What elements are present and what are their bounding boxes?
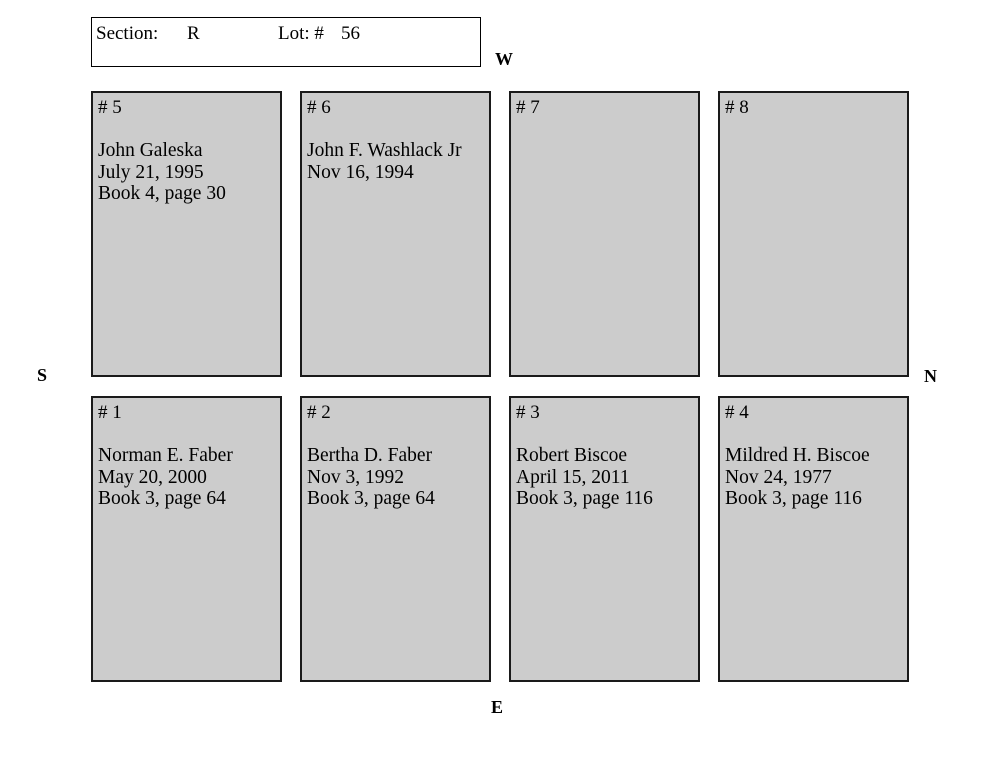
plot-name: Bertha D. Faber [307, 445, 433, 466]
plot-date: May 20, 2000 [98, 466, 207, 488]
plot-date: Nov 3, 1992 [307, 466, 404, 488]
plot-book: Book 3, page 116 [516, 488, 653, 509]
section-value: R [187, 23, 200, 44]
plot-name: Robert Biscoe [516, 445, 628, 466]
plot-number: # 8 [725, 97, 749, 118]
section-lot-header [91, 17, 481, 67]
plot-2 [300, 396, 491, 682]
plot-book: Book 4, page 30 [98, 183, 226, 204]
plot-1 [91, 396, 282, 682]
compass-west: W [495, 49, 513, 69]
compass-south: S [37, 365, 48, 385]
plot-date: Nov 24, 1977 [725, 466, 832, 488]
plot-name: John Galeska [98, 140, 203, 161]
plot-book: Book 3, page 116 [725, 488, 862, 509]
plot-book: Book 3, page 64 [98, 488, 226, 509]
plot-number: # 7 [516, 97, 540, 118]
lot-value: 56 [341, 23, 360, 44]
plot-number: # 5 [98, 97, 122, 118]
plot-4 [718, 396, 909, 682]
plot-number: # 2 [307, 402, 331, 423]
plot-name: Mildred H. Biscoe [725, 445, 870, 466]
plot-name: John F. Washlack Jr [307, 140, 462, 161]
plot-number: # 3 [516, 402, 540, 423]
plot-date: Nov 16, 1994 [307, 161, 414, 183]
compass-east: E [491, 697, 504, 717]
plot-5 [91, 91, 282, 377]
plot-book [307, 183, 462, 205]
plot-3 [509, 396, 700, 682]
plot-date: April 15, 2011 [516, 466, 630, 488]
plot-book: Book 3, page 64 [307, 488, 435, 509]
section-label: Section: [96, 23, 159, 44]
plot-6 [300, 91, 491, 377]
plot-number: # 6 [307, 97, 331, 118]
plot-7 [509, 91, 700, 377]
compass-north: N [924, 366, 937, 386]
plot-name: Norman E. Faber [98, 445, 233, 466]
plot-date: July 21, 1995 [98, 161, 204, 183]
plot-number: # 1 [98, 402, 122, 423]
plot-8 [718, 91, 909, 377]
plot-number: # 4 [725, 402, 749, 423]
lot-label: Lot: # [278, 23, 324, 44]
